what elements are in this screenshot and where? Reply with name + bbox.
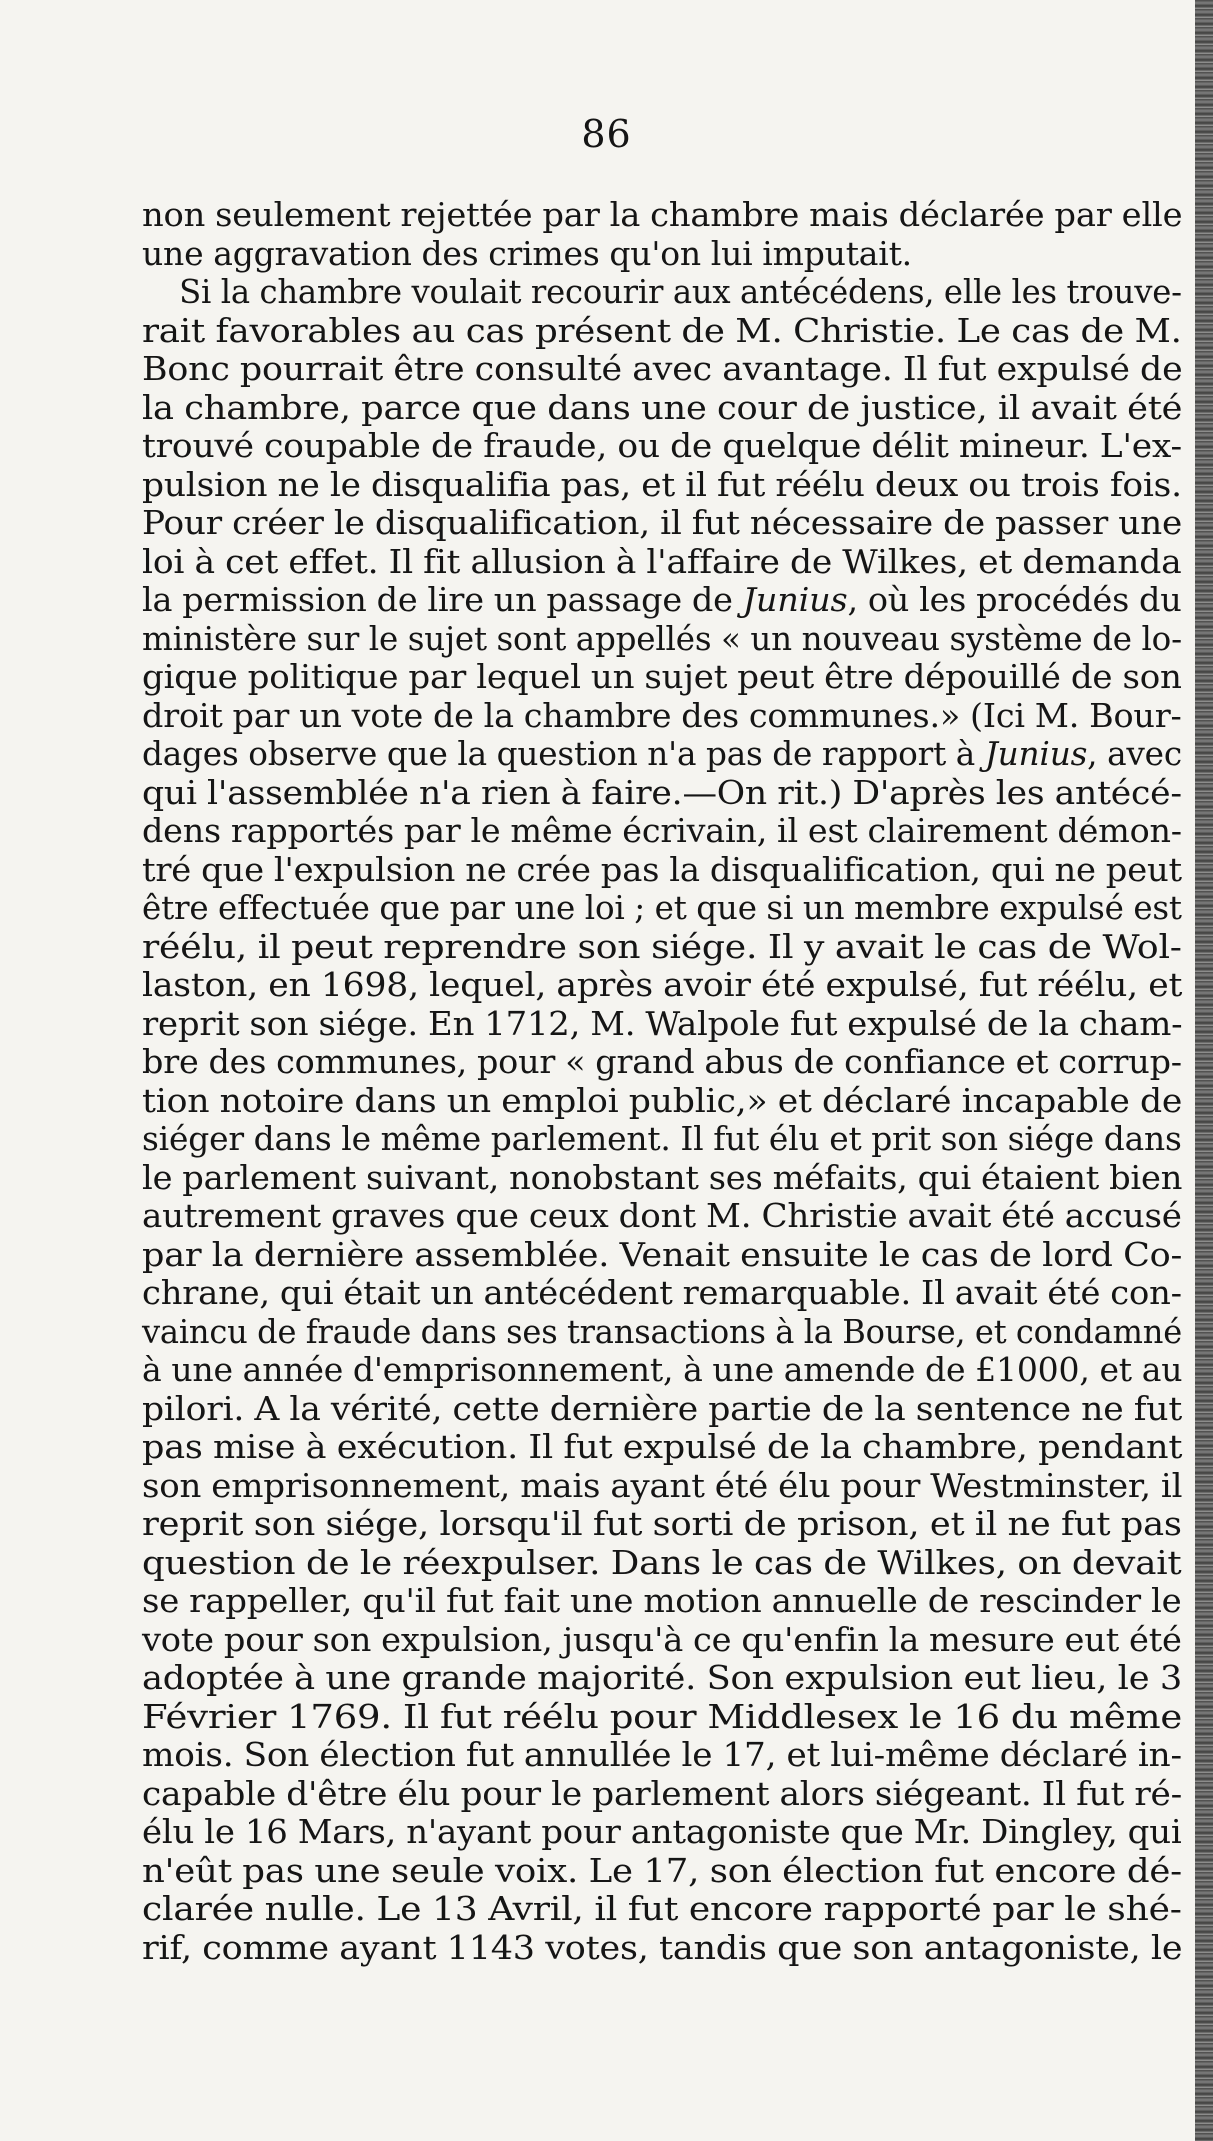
text-line: Bonc pourrait être consulté avec avantage. Il fut expulsé de — [142, 349, 1183, 388]
page-number: 86 — [581, 112, 632, 156]
text-line: capable d'être élu pour le parlement alors siégeant. Il fut ré- — [142, 1773, 1183, 1813]
text-line: vaincu de fraude dans ses transactions à la Bourse, et condamné — [142, 1311, 1183, 1351]
text-line: tré que l'expulsion ne crée pas la disqualification, qui ne peut — [142, 849, 1182, 889]
text-line: trouvé coupable de fraude, ou de quelque délit mineur. L'ex- — [142, 426, 1182, 465]
italic-word: Junius — [984, 734, 1088, 773]
text-line: son emprisonnement, mais ayant été élu pour Westminster, il — [142, 1465, 1183, 1505]
text-line: non seulement rejettée par la chambre mais déclarée par elle — [142, 195, 1183, 234]
text-line: la chambre, parce que dans une cour de justice, il avait été — [142, 387, 1183, 427]
text-line: gique politique par lequel un sujet peut être dépouillé de son — [142, 657, 1182, 696]
text-line: qui l'assemblée n'a rien à faire.—On rit.) D'après les antécé- — [142, 772, 1182, 812]
text-line: dages observe que la question n'a pas de rapport à Junius, avec — [142, 734, 1182, 773]
text-line: se rappeller, qu'il fut fait une motion annuelle de rescinder le — [142, 1581, 1182, 1620]
text-line: bre des communes, pour « grand abus de confiance et corrup- — [142, 1042, 1182, 1081]
text-line: clarée nulle. Le 13 Avril, il fut encore rapporté par le shé- — [142, 1889, 1182, 1928]
text-line: Pour créer le disqualification, il fut nécessaire de passer une — [142, 503, 1183, 542]
text-line: siéger dans le même parlement. Il fut élu et prit son siége dans — [142, 1119, 1182, 1158]
text-line: adoptée à une grande majorité. Son expulsion eut lieu, le 3 — [142, 1658, 1183, 1697]
text-line: reprit son siége. En 1712, M. Walpole fut expulsé de la cham- — [142, 1003, 1183, 1043]
text-line: rait favorables au cas présent de M. Christie. Le cas de M. — [142, 310, 1182, 350]
text-line: Février 1769. Il fut réélu pour Middlesex le 16 du même — [142, 1696, 1183, 1736]
text-line: Si la chambre voulait recourir aux antécédens, elle les trouve- — [179, 272, 1182, 311]
text-line: être effectuée que par une loi ; et que si un membre expulsé est — [142, 888, 1182, 927]
text-line: autrement graves que ceux dont M. Christie avait été accusé — [142, 1196, 1182, 1235]
text-line: reprit son siége, lorsqu'il fut sorti de prison, et il ne fut pas — [142, 1504, 1182, 1543]
text-line: tion notoire dans un emploi public,» et déclaré incapable de — [142, 1080, 1183, 1120]
page-edge-binding — [1195, 0, 1213, 2141]
body-text — [142, 196, 1182, 1967]
text-line: vote pour son expulsion, jusqu'à ce qu'enfin la mesure eut été — [142, 1619, 1182, 1659]
text-line: question de le réexpulser. Dans le cas de Wilkes, on devait — [142, 1542, 1182, 1582]
text-line: la permission de lire un passage de Junius, où les procédés du — [142, 580, 1182, 619]
text-line: chrane, qui était un antécédent remarquable. Il avait été con- — [142, 1273, 1182, 1312]
text-line: pilori. A la vérité, cette dernière partie de la sentence ne fut — [142, 1388, 1183, 1428]
text-line: le parlement suivant, nonobstant ses méfaits, qui étaient bien — [142, 1157, 1183, 1197]
text-line: n'eût pas une seule voix. Le 17, son élection fut encore dé- — [142, 1850, 1182, 1890]
text-line: laston, en 1698, lequel, après avoir été expulsé, fut réélu, et — [142, 965, 1183, 1004]
text-line: ministère sur le sujet sont appellés « un nouveau système de lo- — [142, 618, 1182, 658]
text-line: droit par un vote de la chambre des communes.» (Ici M. Bour- — [142, 695, 1182, 735]
text-line: loi à cet effet. Il fit allusion à l'affaire de Wilkes, et demanda — [142, 541, 1182, 581]
text-line: pulsion ne le disqualifia pas, et il fut réélu deux ou trois fois. — [142, 464, 1182, 504]
text-line: rif, comme ayant 1143 votes, tandis que son antagoniste, le — [142, 1927, 1183, 1967]
text-line: élu le 16 Mars, n'ayant pour antagoniste que Mr. Dingley, qui — [142, 1812, 1182, 1851]
text-line: une aggravation des crimes qu'on lui imputait. — [142, 234, 912, 273]
text-line: pas mise à exécution. Il fut expulsé de la chambre, pendant — [142, 1427, 1183, 1466]
text-line: à une année d'emprisonnement, à une amende de £1000, et au — [142, 1350, 1183, 1389]
italic-word: Junius — [742, 580, 848, 619]
text-line: par la dernière assemblée. Venait ensuite le cas de lord Co- — [142, 1234, 1183, 1274]
text-line: dens rapportés par le même écrivain, il est clairement démon- — [142, 811, 1182, 850]
text-line: réélu, il peut reprendre son siége. Il y avait le cas de Wol- — [142, 926, 1182, 966]
text-line: mois. Son élection fut annullée le 17, et lui-même déclaré in- — [142, 1735, 1182, 1774]
